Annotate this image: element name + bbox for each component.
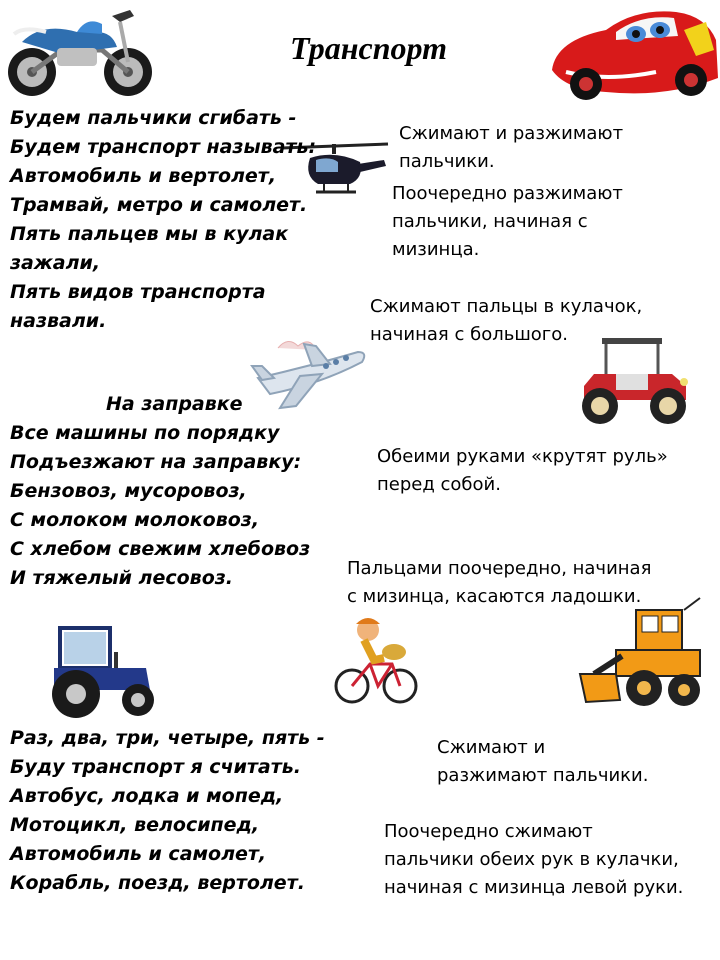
note-line: разжимают пальчики. (437, 765, 649, 786)
note-line: пальчики обеих рук в кулачки, (384, 849, 679, 870)
poem-line: Мотоцикл, велосипед, (10, 814, 260, 836)
note-line: пальчики. (399, 151, 495, 172)
note-squeeze-fingers (399, 120, 623, 176)
note-line: с мизинца, касаются ладошки. (347, 586, 642, 607)
poem-line: Автомобиль и самолет, (10, 843, 267, 865)
poem-line: Раз, два, три, четыре, пять - (10, 727, 325, 749)
poem-third (10, 724, 325, 898)
note-line: Поочередно сжимают (384, 821, 593, 842)
tractor-icon (24, 622, 160, 718)
poem-line: Пять видов транспорта (10, 281, 266, 303)
poem-line: И тяжелый лесовоз. (10, 567, 233, 589)
note-line: Сжимают и (437, 737, 546, 758)
note-fist-from-thumb (370, 293, 642, 349)
note-fists-both-hands (384, 818, 683, 902)
note-line: мизинца. (392, 239, 480, 260)
poem-line: Будем транспорт называть: (10, 136, 317, 158)
note-line: перед собой. (377, 474, 501, 495)
poem-line: Пять пальцев мы в кулак (10, 223, 289, 245)
note-squeeze-fingers-2 (437, 734, 648, 790)
motorcycle-icon (2, 2, 158, 100)
poem-line: Подъезжают на заправку: (10, 451, 302, 473)
bicycle-icon (334, 612, 418, 706)
note-line: Пальцами поочередно, начиная (347, 558, 652, 579)
poem-line: Автомобиль и вертолет, (10, 165, 277, 187)
poem-line: С молоком молоковоз, (10, 509, 260, 531)
poem-line: Автобус, лодка и мопед, (10, 785, 284, 807)
poem-line: Корабль, поезд, вертолет. (10, 872, 305, 894)
poem-line: назвали. (10, 310, 107, 332)
poem-line: зажали, (10, 252, 101, 274)
poem-heading: На заправке (106, 393, 243, 415)
race-car-icon (546, 0, 720, 104)
poem-line: Буду транспорт я считать. (10, 756, 301, 778)
poem-line: Будем пальчики сгибать - (10, 107, 297, 129)
poem-line: Трамвай, метро и самолет. (10, 194, 308, 216)
note-unclench-alternately (392, 180, 623, 264)
poem-second (10, 390, 310, 593)
note-steering-wheel (377, 443, 668, 499)
note-line: Обеими руками «крутят руль» (377, 446, 668, 467)
poem-line: Бензовоз, мусоровоз, (10, 480, 247, 502)
poem-first (10, 104, 316, 336)
note-line: Сжимают и разжимают (399, 123, 624, 144)
note-touch-palms (347, 555, 651, 611)
note-line: начиная с большого. (370, 324, 568, 345)
excavator-icon (576, 596, 706, 716)
note-line: начиная с мизинца левой руки. (384, 877, 684, 898)
poem-line: Все машины по порядку (10, 422, 280, 444)
note-line: Поочередно разжимают (392, 183, 623, 204)
poem-line: С хлебом свежим хлебовоз (10, 538, 311, 560)
note-line: пальчики, начиная с (392, 211, 588, 232)
note-line: Сжимают пальцы в кулачок, (370, 296, 643, 317)
page-title: Транспорт (290, 30, 447, 66)
